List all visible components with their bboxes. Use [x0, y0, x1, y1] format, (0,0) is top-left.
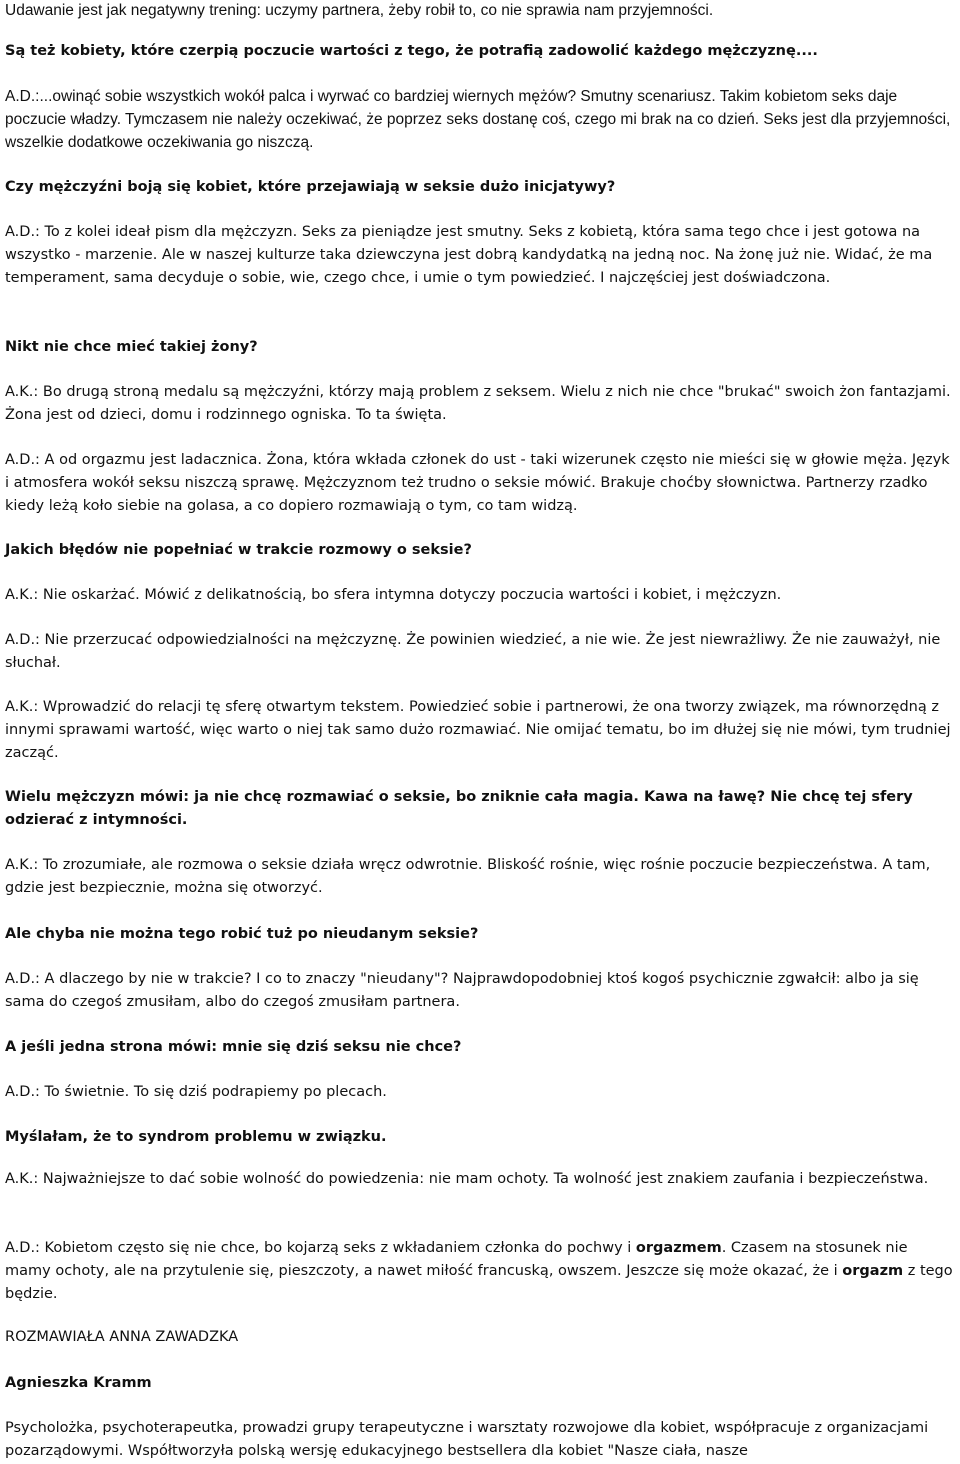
answer-ad-2: A.D.: To z kolei ideał pism dla mężczyzn. Seks za pieniądze jest smutny. Seks z kobietą, która sama tego chce i jest gotowa na wszystko - marzenie. Ale w naszej kulturze taka dziewczyna jest dobrą kandydatką na jedną noc. Na żonę już nie. Widać, że ma temperament, sama decyduje o sobie, wie, czego chce, i umie o tym powiedzieć. I najczęściej jest doświadczona. [5, 224, 933, 286]
answer-ad-1: A.D.:...owinąć sobie wszystkich wokół palca i wyrwać co bardziej wiernych mężów? Smutny scenariusz. Takim kobietom seks daje poczucie władzy. Tymczasem nie należy oczekiwać, że poprzez seks dostanę coś, czego mi brak na co dzień. Seks jest dla przyjemności, wszelkie dodatkowe oczekiwania go niszczą. [5, 88, 951, 151]
answer-ad-4: A.D.: Nie przerzucać odpowiedzialności na mężczyznę. Że powinien wiedzieć, a nie wie. Że jest niewrażliwy. Że nie zauważył, nie słuchał. [5, 632, 941, 671]
answer-ad-7-text-c: . Czasem na stosunek nie mamy ochoty, ale na przytulenie się, pieszczoty, a nawet miłość francuską, owszem. Jeszcze się może okazać, że i [5, 1240, 908, 1279]
answer-ad-7-text-e: z tego będzie. [5, 1262, 953, 1302]
interviewer-credit: ROZMAWIAŁA ANNA ZAWADZKA [5, 1329, 239, 1345]
answer-ad-5: A.D.: A dlaczego by nie w trakcie? I co to znaczy "nieudany"? Najprawdopodobniej ktoś kogoś psychicznie zgwałcił: albo ja się sama do czegoś zmusiłam, albo do czegoś zmusiłam partnera. [5, 971, 919, 1010]
answer-ad-7-text-a: A.D.: Kobietom często się nie chce, bo kojarzą seks z wkładaniem członka do pochwy i [5, 1240, 636, 1256]
question-1: Są też kobiety, które czerpią poczucie wartości z tego, że potrafią zadowolić każdego mężczyznę.... [5, 43, 818, 59]
answer-ak-5: A.K.: Najważniejsze to dać sobie wolność do powiedzenia: nie mam ochoty. Ta wolność jest znakiem zaufania i bezpieczeństwa. [5, 1171, 929, 1187]
answer-ad-6: A.D.: To świetnie. To się dziś podrapiemy po plecach. [5, 1084, 387, 1100]
answer-ak-4: A.K.: To zrozumiałe, ale rozmowa o seksie działa wręcz odwrotnie. Bliskość rośnie, więc rośnie poczucie bezpieczeństwa. A tam, gdzie jest bezpiecznie, można się otworzyć. [5, 857, 931, 896]
author-name: Agnieszka Kramm [5, 1375, 152, 1391]
author-bio: Psycholożka, psychoterapeutka, prowadzi grupy terapeutyczne i warsztaty rozwojowe dla kobiet, współpracuje z organizacjami pozarządowymi. Współtworzyła polską wersję edukacyjnego bestsellera dla kobiet "Nasze ciała, nasze [5, 1420, 929, 1459]
question-2: Czy mężczyźni boją się kobiet, które przejawiają w seksie dużo inicjatywy? [5, 179, 616, 195]
answer-ak-1: A.K.: Bo drugą stroną medalu są mężczyźni, którzy mają problem z seksem. Wielu z nich nie chce "brukać" swoich żon fantazjami. Żona jest od dzieci, domu i rodzinnego ogniska. To ta święta. [5, 384, 951, 423]
question-4: Jakich błędów nie popełniać w trakcie rozmowy o seksie? [5, 542, 472, 558]
paragraph-intro: Udawanie jest jak negatywny trening: uczymy partnera, żeby robił to, co nie sprawia nam przyjemności. [5, 2, 714, 19]
keyword-link-2: orgazm [842, 1262, 904, 1279]
question-6: Ale chyba nie można tego robić tuż po nieudanym seksie? [5, 926, 479, 942]
answer-ak-2: A.K.: Nie oskarżać. Mówić z delikatnością, bo sfera intymna dotyczy poczucia wartości i kobiet, i mężczyzn. [5, 587, 782, 603]
answer-ad-7 [5, 1237, 953, 1305]
question-7: A jeśli jedna strona mówi: mnie się dziś seksu nie chce? [5, 1039, 462, 1055]
question-3: Nikt nie chce mieć takiej żony? [5, 339, 258, 355]
answer-ak-3: A.K.: Wprowadzić do relacji tę sferę otwartym tekstem. Powiedzieć sobie i partnerowi, że ona tworzy związek, ma równorzędną z innymi sprawami wartość, więc warto o niej tak samo dużo rozmawiać. Nie omijać tematu, bo im dłużej się nie mówi, tym trudniej zacząć. [5, 699, 951, 761]
answer-ad-3: A.D.: A od orgazmu jest ladacznica. Żona, która wkłada członek do ust - taki wizerunek często nie mieści się w głowie męża. Język i atmosfera wokół seksu niszczą sprawę. Mężczyznom też trudno o seksie mówić. Brakuje choćby słownictwa. Partnerzy rzadko kiedy leżą koło siebie na golasa, a co dopiero rozmawiają o tym, co tam widzą. [5, 452, 950, 514]
question-8: Myślałam, że to syndrom problemu w związku. [5, 1129, 387, 1145]
question-5: Wielu mężczyzn mówi: ja nie chcę rozmawiać o seksie, bo zniknie cała magia. Kawa na ławę? Nie chcę tej sfery odzierać z intymności. [5, 789, 913, 828]
keyword-link-1: orgazmem [635, 1240, 722, 1256]
